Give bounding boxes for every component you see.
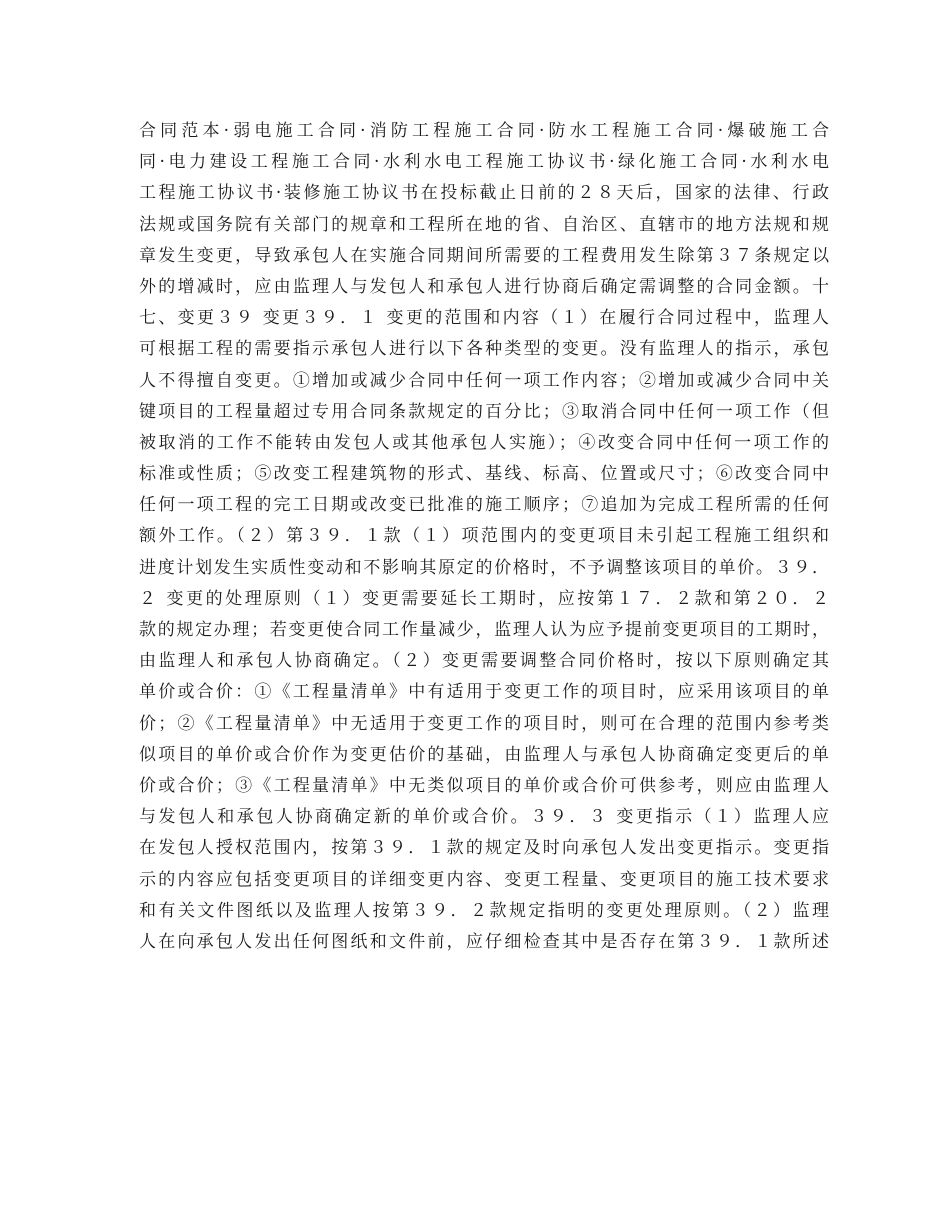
text-line: 标准或性质；⑤改变工程建筑物的形式、基线、标高、位置或尺寸；⑥改变合同中 xyxy=(139,464,829,485)
text-line: 在发包人授权范围内，按第３９．１款的规定及时向承包人发出变更指示。变更指 xyxy=(139,838,829,859)
text-line: 键项目的工程量超过专用合同条款规定的百分比；③取消合同中任何一项工作（但 xyxy=(139,401,829,422)
text-line: 与发包人和承包人协商确定新的单价或合价。３９．３ 变更指示（１）监理人应 xyxy=(139,807,829,828)
text-line: 人不得擅自变更。①增加或减少合同中任何一项工作内容；②增加或减少合同中关 xyxy=(139,370,829,391)
text-line: 似项目的单价或合价作为变更估价的基础，由监理人与承包人协商确定变更后的单 xyxy=(139,744,829,765)
text-line: 任何一项工程的完工日期或改变已批准的施工顺序；⑦追加为完成工程所需的任何 xyxy=(139,495,829,516)
text-line: 人在向承包人发出任何图纸和文件前，应仔细检查其中是否存在第３９．１款所述 xyxy=(139,931,829,952)
text-line: 合同范本·弱电施工合同·消防工程施工合同·防水工程施工合同·爆破施工合 xyxy=(139,121,829,141)
text-line: 被取消的工作不能转由发包人或其他承包人实施）；④改变合同中任何一项工作的 xyxy=(139,432,829,453)
text-line: 可根据工程的需要指示承包人进行以下各种类型的变更。没有监理人的指示，承包 xyxy=(139,339,829,360)
body-text xyxy=(139,116,829,958)
text-line: 同·电力建设工程施工合同·水利水电工程施工协议书·绿化施工合同·水利水电 xyxy=(139,152,829,173)
text-line: 款的规定办理；若变更使合同工作量减少，监理人认为应予提前变更项目的工期时， xyxy=(139,620,829,640)
text-line: 由监理人和承包人协商确定。（２）变更需要调整合同价格时，按以下原则确定其 xyxy=(139,651,829,672)
text-line: ２ 变更的处理原则（１）变更需要延长工期时，应按第１７．２款和第２０．２ xyxy=(139,588,829,609)
text-line: 额外工作。（２）第３９．１款（１）项范围内的变更项目未引起工程施工组织和 xyxy=(139,526,829,547)
text-line: 法规或国务院有关部门的规章和工程所在地的省、自治区、直辖市的地方法规和规 xyxy=(139,214,829,235)
text-line: 价；②《工程量清单》中无适用于变更工作的项目时，则可在合理的范围内参考类 xyxy=(139,713,829,734)
text-line: 示的内容应包括变更项目的详细变更内容、变更工程量、变更项目的施工技术要求 xyxy=(139,869,829,890)
text-line: 章发生变更，导致承包人在实施合同期间所需要的工程费用发生除第３７条规定以 xyxy=(139,245,829,266)
text-line: 价或合价；③《工程量清单》中无类似项目的单价或合价可供参考，则应由监理人 xyxy=(139,775,829,796)
text-line: 七、变更３９ 变更３９．１ 变更的范围和内容（１）在履行合同过程中，监理人 xyxy=(139,308,829,329)
text-line: 和有关文件图纸以及监理人按第３９．２款规定指明的变更处理原则。（２）监理 xyxy=(139,900,829,921)
text-line: 进度计划发生实质性变动和不影响其原定的价格时，不予调整该项目的单价。３９． xyxy=(139,557,829,578)
text-line: 单价或合价：①《工程量清单》中有适用于变更工作的项目时，应采用该项目的单 xyxy=(139,682,829,703)
text-line: 工程施工协议书·装修施工协议书在投标截止日前的２８天后，国家的法律、行政 xyxy=(139,183,829,204)
text-line: 外的增减时，应由监理人与发包人和承包人进行协商后确定需调整的合同金额。十 xyxy=(139,276,829,297)
